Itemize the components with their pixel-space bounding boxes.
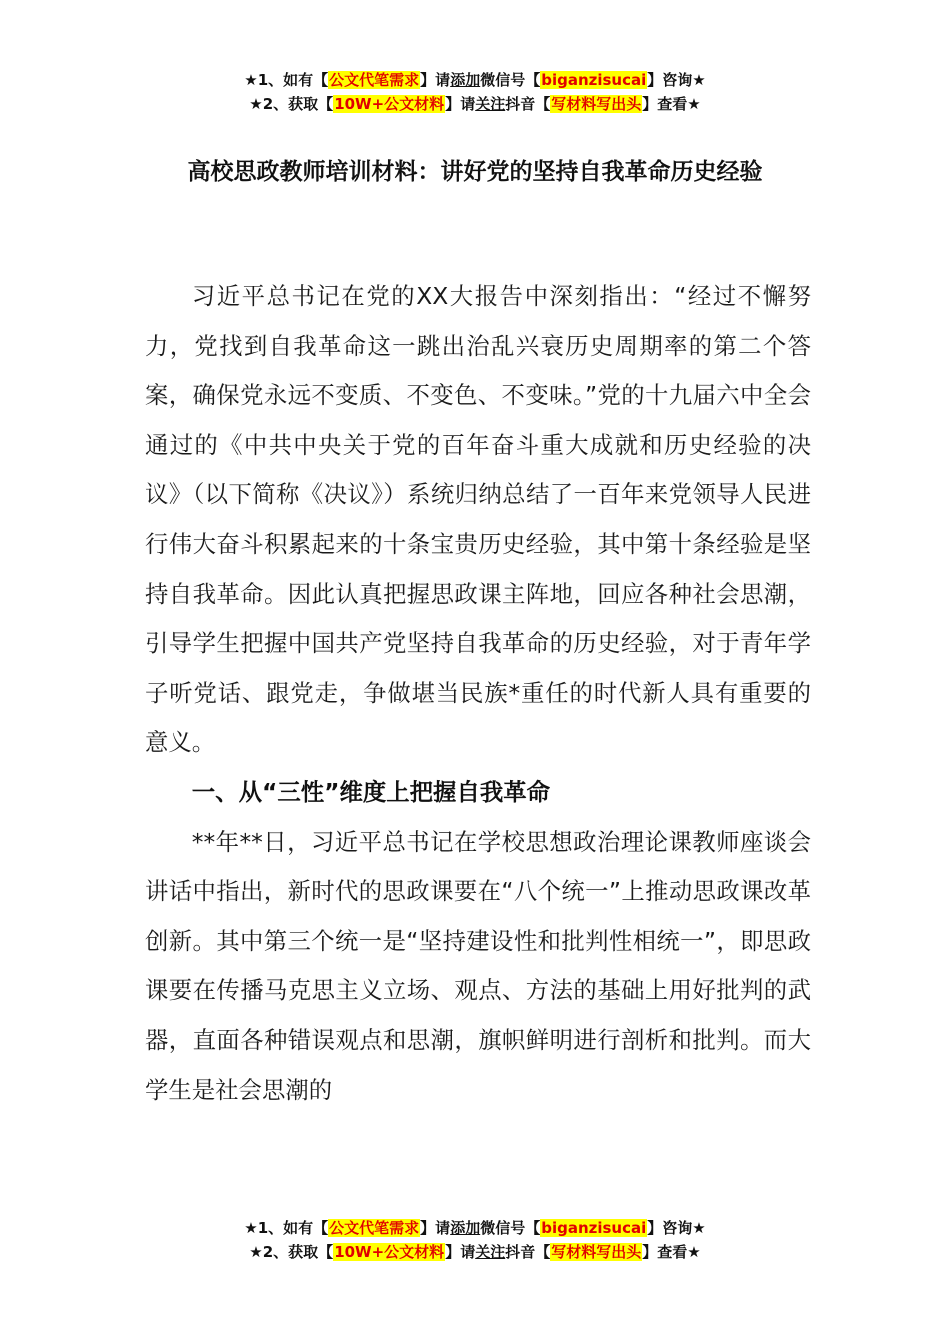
promo-highlight: 10W+公文材料 (334, 1243, 445, 1261)
document-title: 高校思政教师培训材料：讲好党的坚持自我革命历史经验 (187, 159, 763, 185)
document-body (145, 272, 811, 1115)
promo-emphasis: 添加 (450, 1219, 481, 1237)
promo-text: 抖音【 (505, 95, 551, 113)
promo-highlight: biganzisucai (541, 71, 647, 89)
promo-emphasis: 关注 (475, 95, 506, 113)
promo-prefix: ★1、如有【 (244, 1219, 329, 1237)
promo-prefix: ★1、如有【 (244, 71, 329, 89)
section-heading-1: 一、从“三性”维度上把握自我革命 (191, 777, 551, 806)
footer-promo-banner (0, 1216, 950, 1264)
promo-text: 微信号【 (480, 71, 541, 89)
promo-text: 】请 (420, 71, 451, 89)
promo-highlight: 10W+公文材料 (334, 95, 445, 113)
promo-suffix: 】查看★ (642, 1243, 701, 1261)
header-promo-banner (0, 68, 950, 116)
promo-text: 抖音【 (505, 1243, 551, 1261)
promo-text: 】请 (445, 95, 476, 113)
promo-prefix: ★2、获取【 (249, 95, 334, 113)
promo-emphasis: 添加 (450, 71, 481, 89)
promo-emphasis: 关注 (475, 1243, 506, 1261)
promo-suffix: 】咨询★ (647, 1219, 706, 1237)
promo-suffix: 】查看★ (642, 95, 701, 113)
promo-highlight: 公文代笔需求 (329, 71, 420, 89)
promo-highlight: 公文代笔需求 (329, 1219, 420, 1237)
promo-text: 】请 (445, 1243, 476, 1261)
promo-line-1 (0, 1216, 950, 1240)
promo-text: 】请 (420, 1219, 451, 1237)
promo-highlight: 写材料写出头 (551, 95, 642, 113)
body-paragraph-1: 习近平总书记在党的XX大报告中深刻指出：“经过不懈努力，党找到自我革命这一跳出治乱兴衰历史周期率的第二个答案，确保党永远不变质、不变色、不变味。”党的十九届六中全会通过的《中共中央关于党的百年奋斗重大成就和历史经验的决议》（以下简称《决议》）系统归纳总结了一百年来党领导人民进行伟大奋斗积累起来的十条宝贵历史经验，其中第十条经验是坚持自我革命。因此认真把握思政课主阵地，回应各种社会思潮，引导学生把握中国共产党坚持自我革命的历史经验，对于青年学子听党话、跟党走，争做堪当民族*重任的时代新人具有重要的意义。 (145, 282, 811, 757)
promo-line-2 (0, 92, 950, 116)
promo-highlight: 写材料写出头 (551, 1243, 642, 1261)
promo-suffix: 】咨询★ (647, 71, 706, 89)
promo-line-2 (0, 1240, 950, 1264)
promo-prefix: ★2、获取【 (249, 1243, 334, 1261)
body-paragraph-2: **年**日，习近平总书记在学校思想政治理论课教师座谈会讲话中指出，新时代的思政课要在“八个统一”上推动思政课改革创新。其中第三个统一是“坚持建设性和批判性相统一”，即思政课要在传播马克思主义立场、观点、方法的基础上用好批判的武器，直面各种错误观点和思潮，旗帜鲜明进行剖析和批判。而大学生是社会思潮的 (145, 827, 811, 1104)
promo-highlight: biganzisucai (541, 1219, 647, 1237)
promo-text: 微信号【 (480, 1219, 541, 1237)
promo-line-1 (0, 68, 950, 92)
